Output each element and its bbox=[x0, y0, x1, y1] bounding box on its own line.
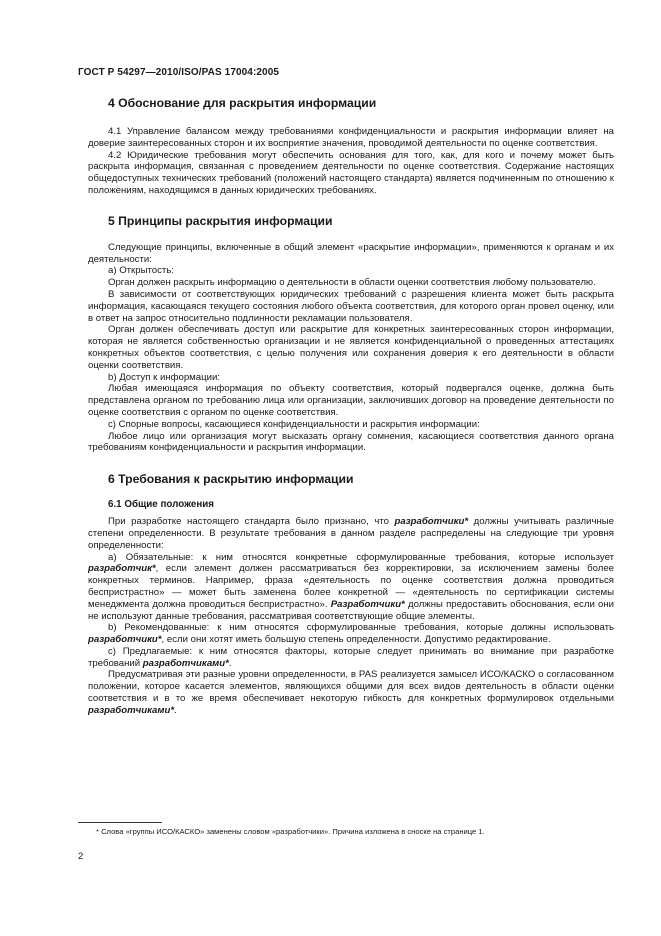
footnote-divider bbox=[78, 822, 162, 823]
level-a-paragraph bbox=[88, 552, 614, 623]
principle-c-paragraph-1: Любое лицо или организация могут высказать органу сомнения, касающиеся соответствия данного органа требованиям конфиденциальности и раскрытия информации. bbox=[88, 430, 614, 454]
principle-a-paragraph-2: В зависимости от соответствующих юридических требований с разрешения клиента может быть раскрыта информация, касающаяся текущего состояния любого объекта соответствия, для которого орган провел оценку, или в ответ на запрос относительно подлинности рекламации пользователя. bbox=[88, 288, 614, 324]
level-c-paragraph bbox=[88, 646, 614, 670]
keyword-developers: Разработчики* bbox=[330, 598, 405, 610]
keyword-developers: разработчики* bbox=[394, 516, 469, 528]
document-header: ГОСТ Р 54297—2010/ISO/PAS 17004:2005 bbox=[78, 67, 280, 78]
text-run: b) Рекомендованные: к ним относятся сформулированные требования, которые должны использовать bbox=[108, 622, 614, 634]
final-paragraph bbox=[88, 669, 614, 716]
principle-b-label: b) Доступ к информации: bbox=[108, 371, 220, 383]
text-run: должны учитывать различные степени определенности. В результате требования в данном разделе распределены на следующие три уровня определенности: bbox=[88, 516, 614, 551]
text-run: , если они хотят иметь большую степень определенности. Допустимо редактирование. bbox=[161, 634, 551, 646]
section-5-intro: Следующие принципы, включенные в общий элемент «раскрытие информации», применяются к органам и их деятельности: bbox=[88, 241, 614, 265]
subsection-6-1-title: 6.1 Общие положения bbox=[108, 499, 215, 511]
text-run: должны предоставить обоснования, если они не используют данные требования, рассматривая соответствующие общие элементы. bbox=[88, 598, 614, 622]
level-b-paragraph bbox=[88, 622, 614, 646]
text-run: c) Предлагаемые: к ним относятся факторы, которые следует принимать во внимание при разработке требований bbox=[88, 645, 614, 669]
section-5-title: 5 Принципы раскрытия информации bbox=[108, 213, 333, 228]
text-run: а) Обязательные: к ним относятся конкретные сформулированные требования, которые использует bbox=[108, 551, 614, 563]
text-run: При разработке настоящего стандарта было признано, что bbox=[108, 516, 395, 528]
page-number: 2 bbox=[78, 851, 84, 862]
document-body bbox=[88, 90, 614, 717]
text-run: , если элемент должен рассматриваться без корректировки, за исключением замены более конкретных терминов. Например, фраза «деятельность по оценке соответствия должна проводиться беспристрастно» — может быть заменена более конкретной — «деятельность по сертификации системы менеджмента должна проводиться беспристрастно». bbox=[88, 563, 614, 610]
text-run: Предусматривая эти разные уровни определенности, в PAS реализуется замысел ИСО/КАСКО о согласованном положении, которое касается элементов, являющихся общими для всех видов деятельность в области оценки соответствия и в то же время обеспечивает некоторую гибкость для конкретных формулировок отдельными bbox=[88, 669, 614, 705]
section-6-title: 6 Требования к раскрытию информации bbox=[108, 472, 354, 487]
text-run: . bbox=[228, 657, 232, 669]
principle-a-paragraph-3: Орган должен обеспечивать доступ или раскрытие для конкретных заинтересованных сторон информации, которая не является собственностью организации и не является конфиденциальной о проведенных аттестациях конкретных объектов соответствия, с целью получения или сохранения доверия к его деятельности в области оценки соответствия. bbox=[88, 324, 614, 371]
section-4-title: 4 Обоснование для раскрытия информации bbox=[108, 96, 377, 110]
principle-a-paragraph-1: Орган должен раскрыть информацию о деятельности в области оценки соответствия любому пользователю. bbox=[108, 277, 596, 289]
paragraph-4-2: 4.2 Юридические требования могут обеспечить основания для того, как, для кого и почему может быть раскрыта информация, связанная с проведением деятельности по оценке соответствия. Содержание настоящих общедоступных технических требований (положений настоящего стандарта) является подчиненным по отношению к положениям, находящимся в данных юридических требованиях. bbox=[88, 149, 614, 196]
keyword-developers: разработчиками* bbox=[142, 657, 229, 669]
keyword-developer: разработчик* bbox=[88, 563, 156, 575]
paragraph-4-1: 4.1 Управление балансом между требованиями конфиденциальности и раскрытия информации влияет на доверие заинтересованных сторон и их восприятие значения, проводимой деятельности по оценке соответствия. bbox=[88, 126, 614, 149]
principle-c-label: c) Спорные вопросы, касающиеся конфиденциальности и раскрытия информации: bbox=[108, 418, 480, 430]
paragraph-6-1-intro bbox=[88, 516, 614, 551]
keyword-developers: разработчики* bbox=[88, 634, 162, 646]
keyword-developers: разработчиками* bbox=[88, 704, 175, 716]
footnote: * Слова «группы ИСО/КАСКО» заменены словом «разработчики». Причина изложена в сноске на странице 1. bbox=[96, 827, 485, 836]
principle-b-paragraph-1: Любая имеющаяся информация по объекту соответствия, который подвергался оценке, должна быть представлена органом по требованию лица или организации, заключивших договор на проведение деятельности по оценке соответствия с органом по оценке соответствия. bbox=[88, 383, 614, 418]
text-run: . bbox=[174, 704, 177, 716]
principle-a-label: a) Открытость: bbox=[108, 265, 174, 277]
